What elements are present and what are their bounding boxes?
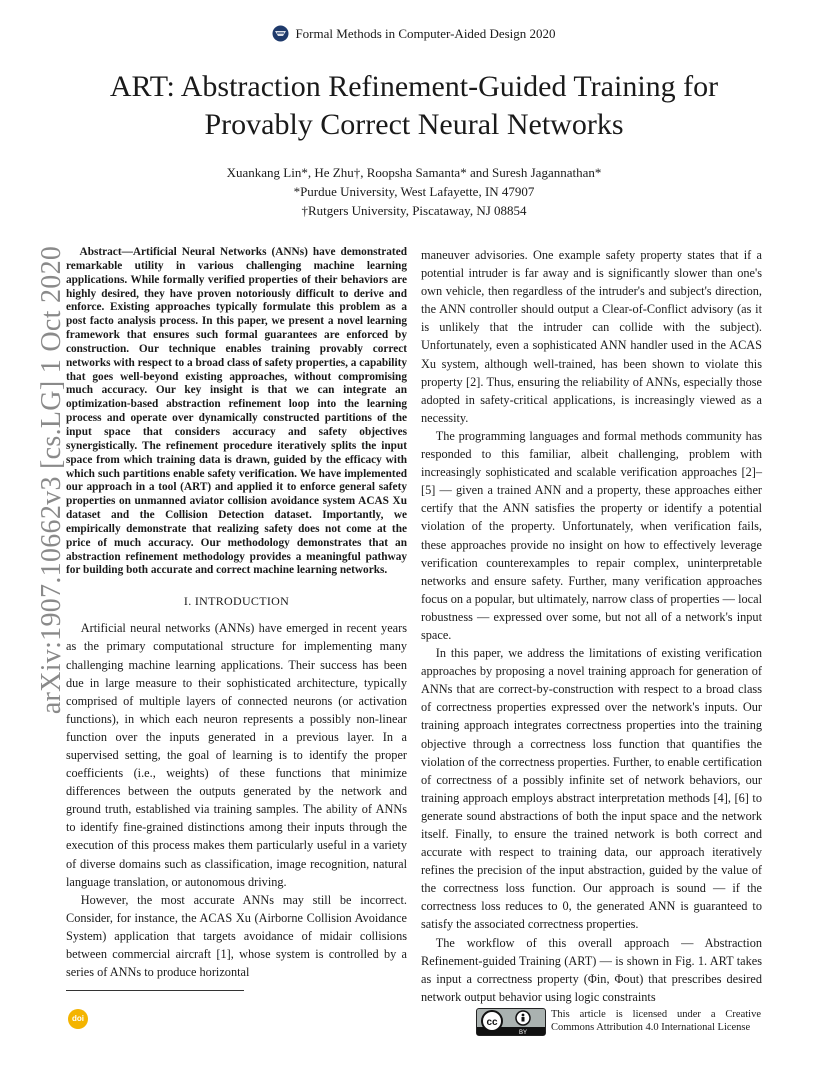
footnote-rule (66, 990, 244, 991)
paper-title (40, 68, 788, 144)
title-line-1: ART: Abstraction Refinement-Guided Training for (109, 70, 719, 103)
abstract: Abstract—Artificial Neural Networks (ANNs) have demonstrated remarkable utility in various challenging machine learning applications. While formally verified properties of their behaviors are highly desired, they have proven notoriously difficult to derive and enforce. Existing approaches typically formulate this problem as a post facto analysis process. In this paper, we present a novel learning framework that ensures such formal guarantees are enforced by construction. Our technique enables training provably correct networks with respect to a broad class of safety properties, a capability that goes well-beyond existing approaches, without compromising much accuracy. Our key insight is that we can integrate an optimization-based abstraction refinement loop into the learning process and operate over dynamically constructed partitions of the input space that considers accuracy and safety objectives synergistically. The refinement procedure iteratively splits the input space from which training data is drawn, guided by the efficacy with which such partitions enable safety verification. We have implemented our approach in a tool (ART) and applied it to enforce general safety properties on unmanned aviator collision avoidance system ACAS Xu dataset and the Collision Detection dataset. Importantly, we empirically demonstrate that realizing safety does not come at the price of much accuracy. Our methodology demonstrates that an abstraction refinement methodology provides a meaningful pathway for building both accurate and correct machine learning networks. (66, 246, 407, 577)
svg-text:cc: cc (486, 1017, 498, 1028)
title-line-2: Provably Correct Neural Networks (204, 108, 624, 141)
venue-header (0, 25, 828, 42)
fmcad-logo-icon (272, 25, 289, 42)
author-names: Xuankang Lin*, He Zhu†, Roopsha Samanta* and Suresh Jagannathan* (226, 165, 602, 180)
right-paragraph-3: In this paper, we address the limitations of existing verification approaches by proposing a novel training approach for generation of ANNs that are correct-by-construction with respect to a broad class of correctness properties expressed over the network's inputs. Our training approach integrates correctness properties into the training objective through a correctness loss function that quantifies the violation of the correctness properties. Further, to enable certification of correctness of a possibly infinite set of network behaviors, our training approach employs abstract interpretation methods [4], [6] to generate sound abstractions of both the input space and the network itself. Finally, to ensure the trained network is both correct and accurate with respect to training data, our approach iteratively refines the precision of the input abstraction, guided by the value of the correctness loss function. Our approach is sound — if the correctness loss reduces to 0, the generated ANN is guaranteed to satisfy the associated correctness properties. (421, 646, 762, 932)
right-paragraph-2: The programming languages and formal methods community has responded to this familiar, albeit challenging, problem with increasingly sophisticated and scalable verification approaches [2]–[5] — given a trained ANN and a property, these approaches either certify that the ANN satisfies the property or identify a potential violation of the property. Unfortunately, when verification fails, these approaches provide no insight on how to effectively leverage verification counterexamples to repair complex, uninterpretable networks and ensure safety. Further, many verification approaches focus on a popular, but ultimately, narrow class of properties — local robustness — expressed over some, but not all of a network's input space. (421, 428, 762, 642)
intro-paragraph-2: However, the most accurate ANNs may still be incorrect. Consider, for instance, the ACAS Xu (Airborne Collision Avoidance System) application that targets avoidance of midair collisions between commercial aircraft [1], whose system is controlled by a series of ANNs to produce horizontal (66, 892, 407, 980)
right-paragraph-1: maneuver advisories. One example safety property states that if a potential intruder is far away and is significantly slower than one's own vehicle, then regardless of the intruder's and subject's direction, the ANN controller should output a Clear-of-Conflict advisory (as it is unlikely that the intruder can collide with the subject). Unfortunately, even a sophisticated ANN handler used in the ACAS Xu system, although well-trained, has been shown to violate this property [2]. Thus, ensuring the reliability of ANNs, especially those adopted in safety-critical applications, is increasingly viewed as a necessity. (421, 248, 762, 425)
doi-icon[interactable]: doi (68, 1009, 88, 1029)
creative-commons-badge-icon[interactable] (476, 1008, 546, 1036)
section-heading-introduction: I. INTRODUCTION (183, 594, 290, 609)
venue-text: Formal Methods in Computer-Aided Design 2020 (295, 26, 556, 41)
right-column (421, 246, 762, 1006)
right-paragraph-4: The workflow of this overall approach — Abstraction Refinement-guided Training (ART) — is shown in Fig. 1. ART takes as input a correctness property (Φin, Φout) that prescribes desired network output behavior using logic constraints (421, 935, 762, 1004)
affiliation-purdue: *Purdue University, West Lafayette, IN 47907 (293, 184, 535, 199)
left-column (66, 246, 407, 981)
arxiv-identifier: arXiv:1907.10662v3 [cs.LG] 1 Oct 2020 (36, 245, 67, 715)
author-block (0, 163, 828, 220)
intro-paragraph-1: Artificial neural networks (ANNs) have emerged in recent years as the primary computational structure for implementing many challenging machine learning applications. Their success has been due in large measure to their sophisticated architecture, typically comprised of multiple layers of connected neurons (or activation functions), in which each neuron represents a possibly non-linear function over the inputs generated in a previous layer. In a supervised setting, the goal of learning is to identify the proper coefficients (i.e., weights) of these functions that minimize differences between the outputs generated by the network and ground truth, established via training samples. The ability of ANNs to identify fine-grained distinctions among their inputs through the execution of this process makes them particularly useful in a variety of diverse domains such as classification, image recognition, natural language translation, or autonomous driving. (66, 621, 407, 889)
svg-text:BY: BY (518, 1030, 528, 1035)
license-notice: This article is licensed under a Creative Commons Attribution 4.0 International License (551, 1009, 761, 1033)
affiliation-rutgers: †Rutgers University, Piscataway, NJ 08854 (301, 203, 527, 218)
